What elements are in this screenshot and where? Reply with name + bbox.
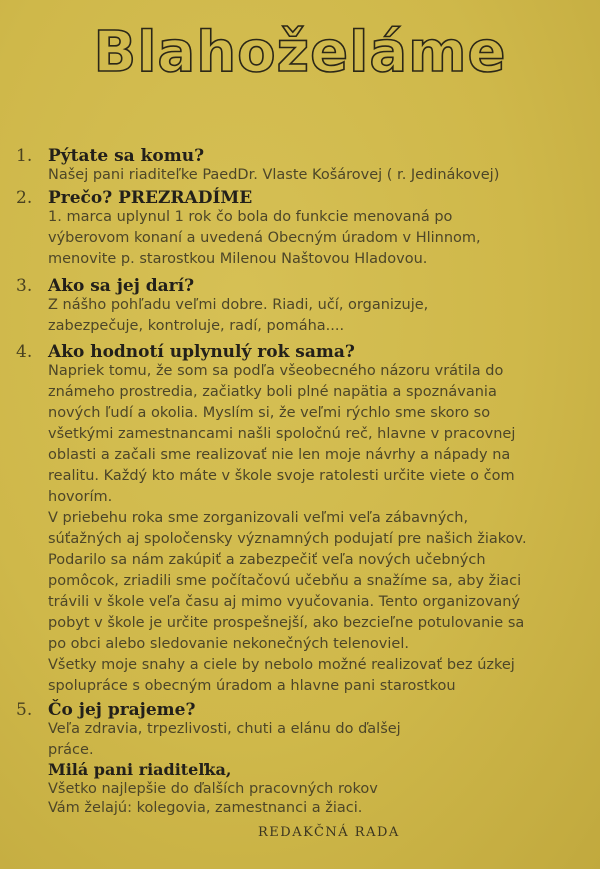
text-line: známeho prostredia, začiatky boli plné napätia a spoznávania (48, 384, 497, 400)
text-line: všetkými zamestnancami našli spoločnú reč, hlavne v pracovnej (48, 426, 516, 442)
text-line: spolupráce s obecným úradom a hlavne pani starostkou (48, 678, 456, 694)
text-line: Podarilo sa nám zakúpiť a zabezpečiť veľa nových učebných (48, 552, 486, 568)
text-line: Napriek tomu, že som sa podľa všeobecného názoru vrátila do (48, 363, 504, 379)
section-number: 2. (16, 188, 33, 208)
section-number: 5. (16, 700, 33, 720)
text-line: Našej pani riaditeľke PaedDr. Vlaste Košárovej ( r. Jedinákovej) (48, 167, 500, 183)
section-heading: Ako hodnotí uplynulý rok sama? (48, 342, 355, 362)
text-line: oblasti a začali sme realizovať nie len moje návrhy a nápady na (48, 447, 511, 463)
text-line: realitu. Každý kto máte v škole svoje ratolesti určite viete o čom (48, 468, 515, 484)
text-line: V priebehu roka sme zorganizovali veľmi veľa zábavných, (48, 510, 469, 526)
section-heading: Prečo? PREZRADÍME (48, 188, 253, 208)
text-line: zabezpečuje, kontroluje, radí, pomáha.... (48, 318, 345, 334)
text-line: po obci alebo sledovanie nekonečných telenoviel. (48, 636, 409, 652)
text-line: Veľa zdravia, trpezlivosti, chuti a elánu do ďalšej (48, 721, 401, 737)
text-line: súťažných aj spoločensky významných podujatí pre našich žiakov. (48, 531, 527, 547)
text-line: hovorím. (48, 489, 113, 505)
greeting-heading: Milá pani riaditeľka, (48, 760, 232, 779)
text-line: menovite p. starostkou Milenou Naštovou Hladovou. (48, 251, 428, 267)
section-number: 4. (16, 342, 33, 362)
section-heading: Pýtate sa komu? (48, 146, 205, 166)
text-line: Vám želajú: kolegovia, zamestnanci a žiaci. (48, 800, 363, 816)
section-heading: Čo jej prajeme? (48, 700, 196, 720)
section-heading: Ako sa jej darí? (48, 276, 195, 296)
text-line: nových ľudí a okolia. Myslím si, že veľmi rýchlo sme skoro so (48, 405, 491, 421)
text-line: pobyt v škole je určite prospešnejší, ako bezcieľne potulovanie sa (48, 615, 525, 631)
section-number: 3. (16, 276, 33, 296)
text-line: trávili v škole veľa času aj mimo vyučovania. Tento organizovaný (48, 594, 521, 610)
page-title: Blahoželáme (93, 20, 507, 85)
text-line: 1. marca uplynul 1 rok čo bola do funkcie menovaná po (48, 209, 453, 225)
text-line: Všetko najlepšie do ďalších pracovných rokov (48, 781, 378, 797)
text-line: pomôcok, zriadili sme počítačovú učebňu a snažíme sa, aby žiaci (48, 573, 522, 589)
text-line: Z nášho pohľadu veľmi dobre. Riadi, učí, organizuje, (48, 297, 429, 313)
signature: REDAKČNÁ RADA (258, 825, 400, 840)
section-number: 1. (16, 146, 33, 166)
text-line: výberovom konaní a uvedená Obecným úradom v Hlinnom, (48, 230, 481, 246)
text-line: Všetky moje snahy a ciele by nebolo možné realizovať bez úzkej (48, 657, 515, 673)
text-line: práce. (48, 742, 94, 758)
